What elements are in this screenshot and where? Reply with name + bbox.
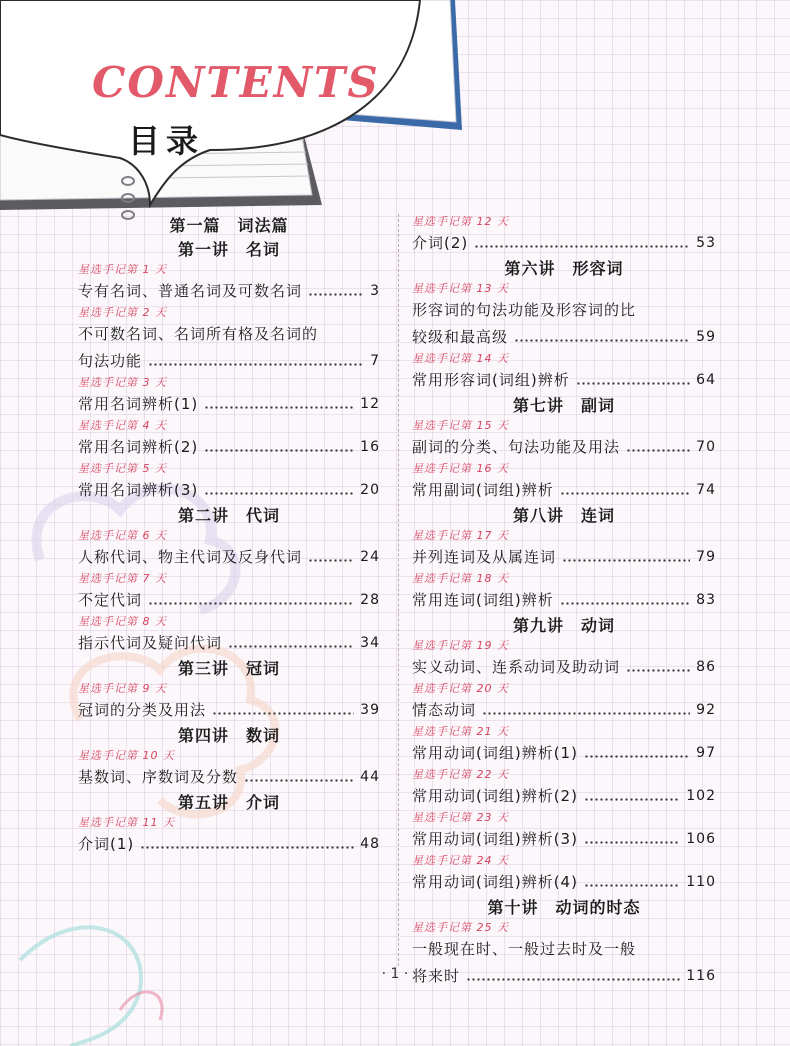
day-tag: 星选手记第 12 天 [412, 215, 509, 228]
dot-leader [308, 559, 354, 562]
day-tag: 星选手记第 8 天 [78, 615, 167, 628]
dot-leader [584, 841, 680, 844]
section-heading: 第四讲 数词 [177, 726, 280, 745]
day-tag: 星选手记第 24 天 [412, 854, 509, 867]
day-tag: 星选手记第 23 天 [412, 811, 509, 824]
contents-title: CONTENTS [92, 58, 380, 107]
day-tag: 星选手记第 16 天 [412, 462, 509, 475]
entry-title: 副词的分类、句法功能及用法 [412, 438, 621, 456]
dot-leader [514, 339, 690, 342]
section-heading: 第一讲 名词 [177, 240, 280, 259]
toc-entry[interactable] [78, 544, 380, 571]
entry-title: 常用名词辨析(3) [78, 481, 199, 499]
toc-entry[interactable] [78, 391, 380, 418]
toc-entry[interactable] [78, 764, 380, 791]
day-tag: 星选手记第 2 天 [78, 306, 167, 319]
entry-page-number: 12 [360, 396, 380, 412]
toc-entry[interactable] [78, 587, 380, 614]
column-divider [398, 214, 399, 966]
entry-title: 句法功能 [78, 352, 143, 370]
toc-entry[interactable] [412, 654, 716, 681]
dot-leader [584, 755, 690, 758]
dot-leader [482, 712, 690, 715]
day-tag: 星选手记第 13 天 [412, 282, 509, 295]
dot-leader [148, 363, 364, 366]
toc-entry[interactable] [78, 697, 380, 724]
dot-leader [560, 602, 690, 605]
dot-leader [308, 293, 364, 296]
entry-title-line: 一般现在时、一般过去时及一般 [412, 940, 637, 958]
dot-leader [626, 449, 690, 452]
dot-leader [228, 645, 354, 648]
toc-entry[interactable] [78, 477, 380, 504]
toc-entry[interactable] [412, 869, 716, 896]
day-tag: 星选手记第 21 天 [412, 725, 509, 738]
entry-page-number: 97 [696, 745, 716, 761]
entry-page-number: 24 [360, 549, 380, 565]
day-tag: 星选手记第 18 天 [412, 572, 509, 585]
day-tag: 星选手记第 22 天 [412, 768, 509, 781]
entry-page-number: 110 [686, 874, 716, 890]
entry-page-number: 64 [696, 372, 716, 388]
day-tag: 星选手记第 9 天 [78, 682, 167, 695]
section-heading: 第七讲 副词 [512, 396, 615, 415]
dot-leader [626, 669, 690, 672]
toc-entry[interactable] [78, 278, 380, 305]
toc-entry[interactable] [412, 367, 716, 394]
dot-leader [204, 449, 354, 452]
day-tag: 星选手记第 4 天 [78, 419, 167, 432]
toc-entry[interactable] [412, 434, 716, 461]
entry-page-number: 16 [360, 439, 380, 455]
entry-title: 并列连词及从属连词 [412, 548, 557, 566]
entry-page-number: 92 [696, 702, 716, 718]
toc-entry[interactable] [78, 831, 380, 858]
toc-right-column [412, 214, 716, 990]
entry-page-number: 39 [360, 702, 380, 718]
entry-title: 常用动词(词组)辨析(3) [412, 830, 578, 848]
dot-leader [244, 779, 354, 782]
day-tag: 星选手记第 1 天 [78, 263, 167, 276]
entry-page-number: 53 [696, 235, 716, 251]
dot-leader [576, 382, 690, 385]
entry-page-number: 102 [686, 788, 716, 804]
toc-entry[interactable] [412, 544, 716, 571]
entry-title: 冠词的分类及用法 [78, 701, 207, 719]
section-heading: 第九讲 动词 [512, 616, 615, 635]
entry-title: 介词(1) [78, 835, 135, 853]
entry-page-number: 7 [370, 353, 380, 369]
toc-entry[interactable] [78, 630, 380, 657]
entry-title: 情态动词 [412, 701, 477, 719]
entry-title: 常用动词(词组)辨析(1) [412, 744, 578, 762]
day-tag: 星选手记第 17 天 [412, 529, 509, 542]
entry-page-number: 79 [696, 549, 716, 565]
entry-title: 常用名词辨析(1) [78, 395, 199, 413]
entry-title: 常用动词(词组)辨析(2) [412, 787, 578, 805]
entry-title: 常用形容词(词组)辨析 [412, 371, 570, 389]
entry-title: 基数词、序数词及分数 [78, 768, 239, 786]
day-tag: 星选手记第 25 天 [412, 921, 509, 934]
page-number: · 1 · [381, 966, 409, 982]
toc-left-column [78, 214, 380, 858]
section-heading: 第六讲 形容词 [504, 259, 624, 278]
section-heading: 第五讲 介词 [177, 793, 280, 812]
entry-title: 专有名词、普通名词及可数名词 [78, 282, 303, 300]
day-tag: 星选手记第 20 天 [412, 682, 509, 695]
entry-title: 将来时 [412, 967, 461, 985]
entry-title: 介词(2) [412, 234, 469, 252]
entry-page-number: 48 [360, 836, 380, 852]
day-tag: 星选手记第 7 天 [78, 572, 167, 585]
toc-entry[interactable] [78, 321, 380, 375]
day-tag: 星选手记第 10 天 [78, 749, 175, 762]
entry-page-number: 59 [696, 329, 716, 345]
entry-page-number: 86 [696, 659, 716, 675]
day-tag: 星选手记第 6 天 [78, 529, 167, 542]
entry-title: 常用动词(词组)辨析(4) [412, 873, 578, 891]
dot-leader [140, 846, 354, 849]
day-tag: 星选手记第 3 天 [78, 376, 167, 389]
day-tag: 星选手记第 5 天 [78, 462, 167, 475]
dot-leader [584, 798, 680, 801]
contents-title-chinese: 目录 [128, 122, 205, 160]
entry-title: 常用副词(词组)辨析 [412, 481, 554, 499]
section-heading: 第三讲 冠词 [177, 659, 280, 678]
entry-page-number: 28 [360, 592, 380, 608]
entry-title-line: 不可数名词、名词所有格及名词的 [78, 325, 319, 343]
toc-entry[interactable] [78, 434, 380, 461]
entry-title-line: 形容词的句法功能及形容词的比 [412, 301, 637, 319]
toc-entry[interactable] [412, 297, 716, 351]
dot-leader [148, 602, 354, 605]
entry-title: 较级和最高级 [412, 328, 509, 346]
section-heading: 第八讲 连词 [512, 506, 615, 525]
entry-page-number: 34 [360, 635, 380, 651]
dot-leader [212, 712, 354, 715]
entry-page-number: 106 [686, 831, 716, 847]
entry-page-number: 3 [370, 283, 380, 299]
section-heading: 第二讲 代词 [177, 506, 280, 525]
entry-page-number: 20 [360, 482, 380, 498]
day-tag: 星选手记第 19 天 [412, 639, 509, 652]
toc-entry[interactable] [412, 783, 716, 810]
dot-leader [204, 406, 354, 409]
section-heading: 第一篇 词法篇 [169, 216, 289, 235]
toc-entry[interactable] [412, 826, 716, 853]
entry-page-number: 83 [696, 592, 716, 608]
dot-leader [204, 492, 354, 495]
dot-leader [560, 492, 690, 495]
entry-title: 人称代词、物主代词及反身代词 [78, 548, 303, 566]
toc-entry[interactable] [412, 740, 716, 767]
entry-title: 不定代词 [78, 591, 143, 609]
entry-page-number: 70 [696, 439, 716, 455]
entry-title: 常用名词辨析(2) [78, 438, 199, 456]
dot-leader [584, 884, 680, 887]
dot-leader [562, 559, 690, 562]
entry-title: 实义动词、连系动词及助动词 [412, 658, 621, 676]
entry-page-number: 116 [686, 968, 716, 984]
entry-page-number: 44 [360, 769, 380, 785]
toc-entry[interactable] [412, 477, 716, 504]
entry-title: 常用连词(词组)辨析 [412, 591, 554, 609]
entry-page-number: 74 [696, 482, 716, 498]
day-tag: 星选手记第 14 天 [412, 352, 509, 365]
dot-leader [474, 245, 690, 248]
toc-entry[interactable] [412, 230, 716, 257]
day-tag: 星选手记第 15 天 [412, 419, 509, 432]
day-tag: 星选手记第 11 天 [78, 816, 175, 829]
toc-entry[interactable] [412, 587, 716, 614]
entry-title: 指示代词及疑问代词 [78, 634, 223, 652]
toc-entry[interactable] [412, 697, 716, 724]
section-heading: 第十讲 动词的时态 [487, 898, 641, 917]
